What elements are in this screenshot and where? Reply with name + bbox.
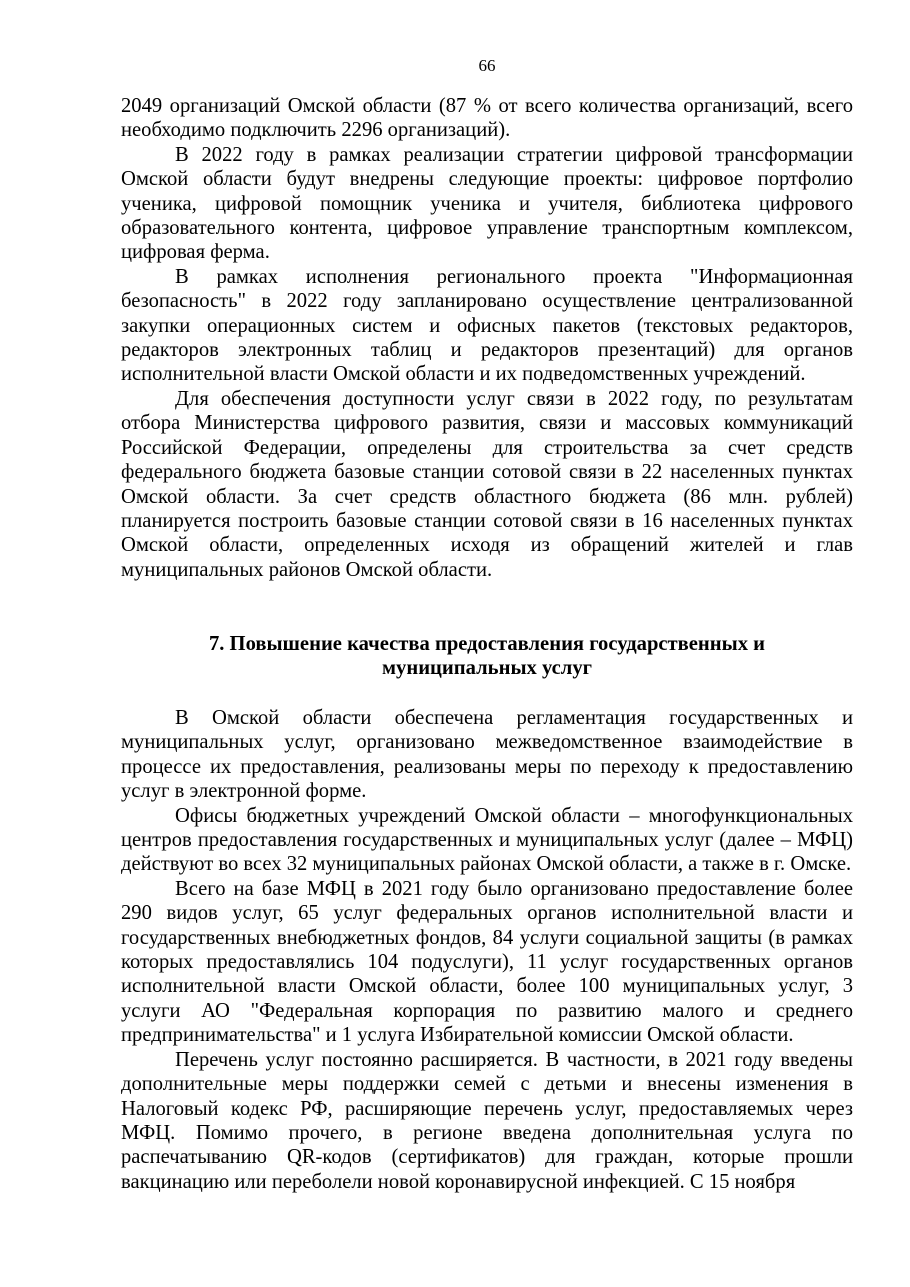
paragraph-information-security: В рамках исполнения регионального проекта "Информационная безопасность" в 2022 году запланировано осуществление централизованной закупки операционных систем и офисных пакетов (текстовых редакторов, редакторов электронных таблиц и редакторов презентаций) для органов исполнительной власти Омской области и их подведомственных учреждений. <box>121 265 853 386</box>
top-text-block <box>121 94 853 582</box>
section-heading-line-1: 7. Повышение качества предоставления государственных и <box>208 633 766 655</box>
page-number: 66 <box>478 56 496 75</box>
section-heading-line-2: муниципальных услуг <box>382 657 592 680</box>
paragraph-cellular-stations: Для обеспечения доступности услуг связи в 2022 году, по результатам отбора Министерства цифрового развития, связи и массовых коммуникаций Российской Федерации, определены для строительства за счет средств федерального бюджета базовые станции сотовой связи в 22 населенных пунктах Омской области. За счет средств областного бюджета (86 млн. рублей) планируется построить базовые станции сотовой связи в 16 населенных пунктах Омской области, определенных исходя из обращений жителей и глав муниципальных районов Омской области. <box>121 387 853 581</box>
section-heading <box>121 632 853 681</box>
paragraph-digital-transformation: В 2022 году в рамках реализации стратегии цифровой трансформации Омской области будут внедрены следующие проекты: цифровое портфолио ученика, цифровой помощник ученика и учителя, библиотека цифрового образовательного контента, цифровое управление транспортным комплексом, цифровая ферма. <box>121 143 853 264</box>
section-text-block <box>121 706 853 1194</box>
paragraph-mfc-services: Всего на базе МФЦ в 2021 году было организовано предоставление более 290 видов услуг, 65 услуг федеральных органов исполнительной власти и государственных внебюджетных фондов, 84 услуги социальной защиты (в рамках которых предоставлялись 104 подуслуги), 11 услуг государственных органов исполнительной власти Омской области, более 100 муниципальных услуг, 3 услуги АО "Федеральная корпорация по развитию малого и среднего предпринимательства" и 1 услуга Избирательной комиссии Омской области. <box>121 877 853 1047</box>
paragraph-mfc-offices: Офисы бюджетных учреждений Омской области – многофункциональных центров предоставления государственных и муниципальных услуг (далее – МФЦ) действуют во всех 32 муниципальных районах Омской области, а также в г. Омске. <box>121 804 853 876</box>
paragraph-continuation: 2049 организаций Омской области (87 % от всего количества организаций, всего необходимо подключить 2296 организаций). <box>121 95 853 142</box>
paragraph-regulation: В Омской области обеспечена регламентация государственных и муниципальных услуг, организовано межведомственное взаимодействие в процессе их предоставления, реализованы меры по переходу к предоставлению услуг в электронной форме. <box>121 707 853 803</box>
paragraph-services-expansion: Перечень услуг постоянно расширяется. В частности, в 2021 году введены дополнительные меры поддержки семей с детьми и внесены изменения в Налоговый кодекс РФ, расширяющие перечень услуг, предоставляемых через МФЦ. Помимо прочего, в регионе введена дополнительная услуга по распечатыванию QR-кодов (сертификатов) для граждан, которые прошли вакцинацию или переболели новой коронавирусной инфекцией. С 15 ноября <box>121 1048 853 1193</box>
